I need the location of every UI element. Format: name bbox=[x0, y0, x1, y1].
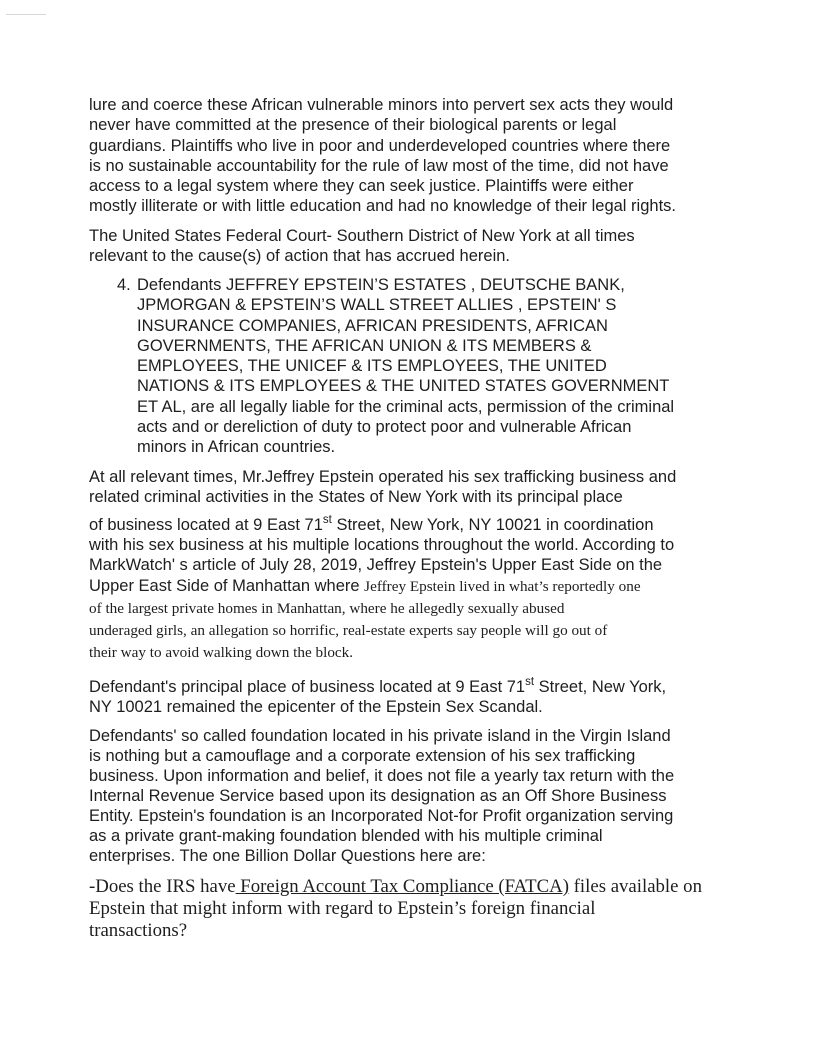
text-segment: Street, New York, NY 10021 in coordination bbox=[331, 516, 654, 534]
fatca-link[interactable]: Foreign Account Tax Compliance (FATCA) bbox=[235, 876, 569, 897]
text-line: NY 10021 remained the epicenter of the Epstein Sex Scandal. bbox=[89, 698, 543, 716]
text-segment: -Does the IRS have bbox=[89, 876, 236, 897]
text-line: never have committed at the presence of their biological parents or legal bbox=[89, 116, 617, 134]
text-line: is no sustainable accountability for the rule of law most of the time, did not have bbox=[89, 157, 669, 175]
scan-mark bbox=[6, 14, 46, 15]
text-line: is nothing but a camouflage and a corporate extension of his sex trafficking bbox=[89, 747, 636, 765]
text-line bbox=[89, 576, 641, 597]
text-line bbox=[89, 515, 654, 535]
text-line bbox=[89, 677, 666, 697]
text-line: Defendants' so called foundation located in his private island in the Virgin Island bbox=[89, 727, 671, 745]
text-line: minors in African countries. bbox=[137, 438, 336, 456]
text-segment: Jeffrey Epstein lived in what’s reportedly one bbox=[364, 578, 641, 595]
text-line: MarkWatch' s article of July 28, 2019, Jeffrey Epstein's Upper East Side on the bbox=[89, 556, 663, 574]
text-line: acts and or dereliction of duty to protect poor and vulnerable African bbox=[137, 418, 632, 436]
text-segment: Upper East Side of Manhattan where bbox=[89, 577, 365, 595]
text-line: Epstein that might inform with regard to Epstein’s foreign financial bbox=[89, 898, 596, 919]
superscript: st bbox=[525, 676, 535, 688]
text-line: as a private grant-making foundation blended with his multiple criminal bbox=[89, 827, 603, 845]
text-line: NATIONS & ITS EMPLOYEES & THE UNITED STATES GOVERNMENT bbox=[137, 377, 670, 395]
item-number: 4. bbox=[117, 276, 131, 294]
superscript: st bbox=[322, 514, 332, 526]
text-line: Internal Revenue Service based upon its designation as an Off Shore Business bbox=[89, 787, 667, 805]
text-line: JPMORGAN & EPSTEIN’S WALL STREET ALLIES , EPSTEIN' S bbox=[137, 296, 617, 314]
text-line: related criminal activities in the States of New York with its principal place bbox=[89, 488, 623, 506]
text-line: underaged girls, an allegation so horrific, real-estate experts say people will go out of bbox=[89, 622, 608, 639]
text-line: transactions? bbox=[89, 920, 188, 941]
text-line: mostly illiterate or with little education and had no knowledge of their legal rights. bbox=[89, 197, 676, 215]
text-line: of the largest private homes in Manhattan, where he allegedly sexually abused bbox=[89, 600, 565, 617]
text-line: INSURANCE COMPANIES, AFRICAN PRESIDENTS, AFRICAN bbox=[137, 317, 608, 335]
text-line: relevant to the cause(s) of action that has accrued herein. bbox=[89, 247, 510, 265]
text-line: lure and coerce these African vulnerable minors into pervert sex acts they would bbox=[89, 96, 674, 114]
text-line: with his sex business at his multiple locations throughout the world. According to bbox=[89, 536, 675, 554]
text-line: GOVERNMENTS, THE AFRICAN UNION & ITS MEMBERS & bbox=[137, 337, 592, 355]
text-line: guardians. Plaintiffs who live in poor and underdeveloped countries where there bbox=[89, 137, 671, 155]
text-line: access to a legal system where they can seek justice. Plaintiffs were either bbox=[89, 177, 634, 195]
text-line bbox=[89, 876, 702, 898]
text-line: Entity. Epstein's foundation is an Incorporated Not-for Profit organization serving bbox=[89, 807, 674, 825]
text-line: EMPLOYEES, THE UNICEF & ITS EMPLOYEES, THE UNITED bbox=[137, 357, 607, 375]
text-segment: Street, New York, bbox=[534, 678, 667, 696]
text-line: their way to avoid walking down the block. bbox=[89, 644, 354, 661]
text-segment: of business located at 9 East 71 bbox=[89, 516, 323, 534]
text-segment: files available on bbox=[568, 876, 702, 897]
text-line: At all relevant times, Mr.Jeffrey Epstein operated his sex trafficking business and bbox=[89, 468, 677, 486]
text-line: business. Upon information and belief, it does not file a yearly tax return with the bbox=[89, 767, 675, 785]
text-line: The United States Federal Court- Southern District of New York at all times bbox=[89, 227, 635, 245]
text-segment: Defendant's principal place of business located at 9 East 71 bbox=[89, 678, 526, 696]
text-line: enterprises. The one Billion Dollar Questions here are: bbox=[89, 847, 486, 865]
text-line: Defendants JEFFREY EPSTEIN’S ESTATES , DEUTSCHE BANK, bbox=[137, 276, 625, 294]
text-line: ET AL, are all legally liable for the criminal acts, permission of the criminal bbox=[137, 398, 675, 416]
